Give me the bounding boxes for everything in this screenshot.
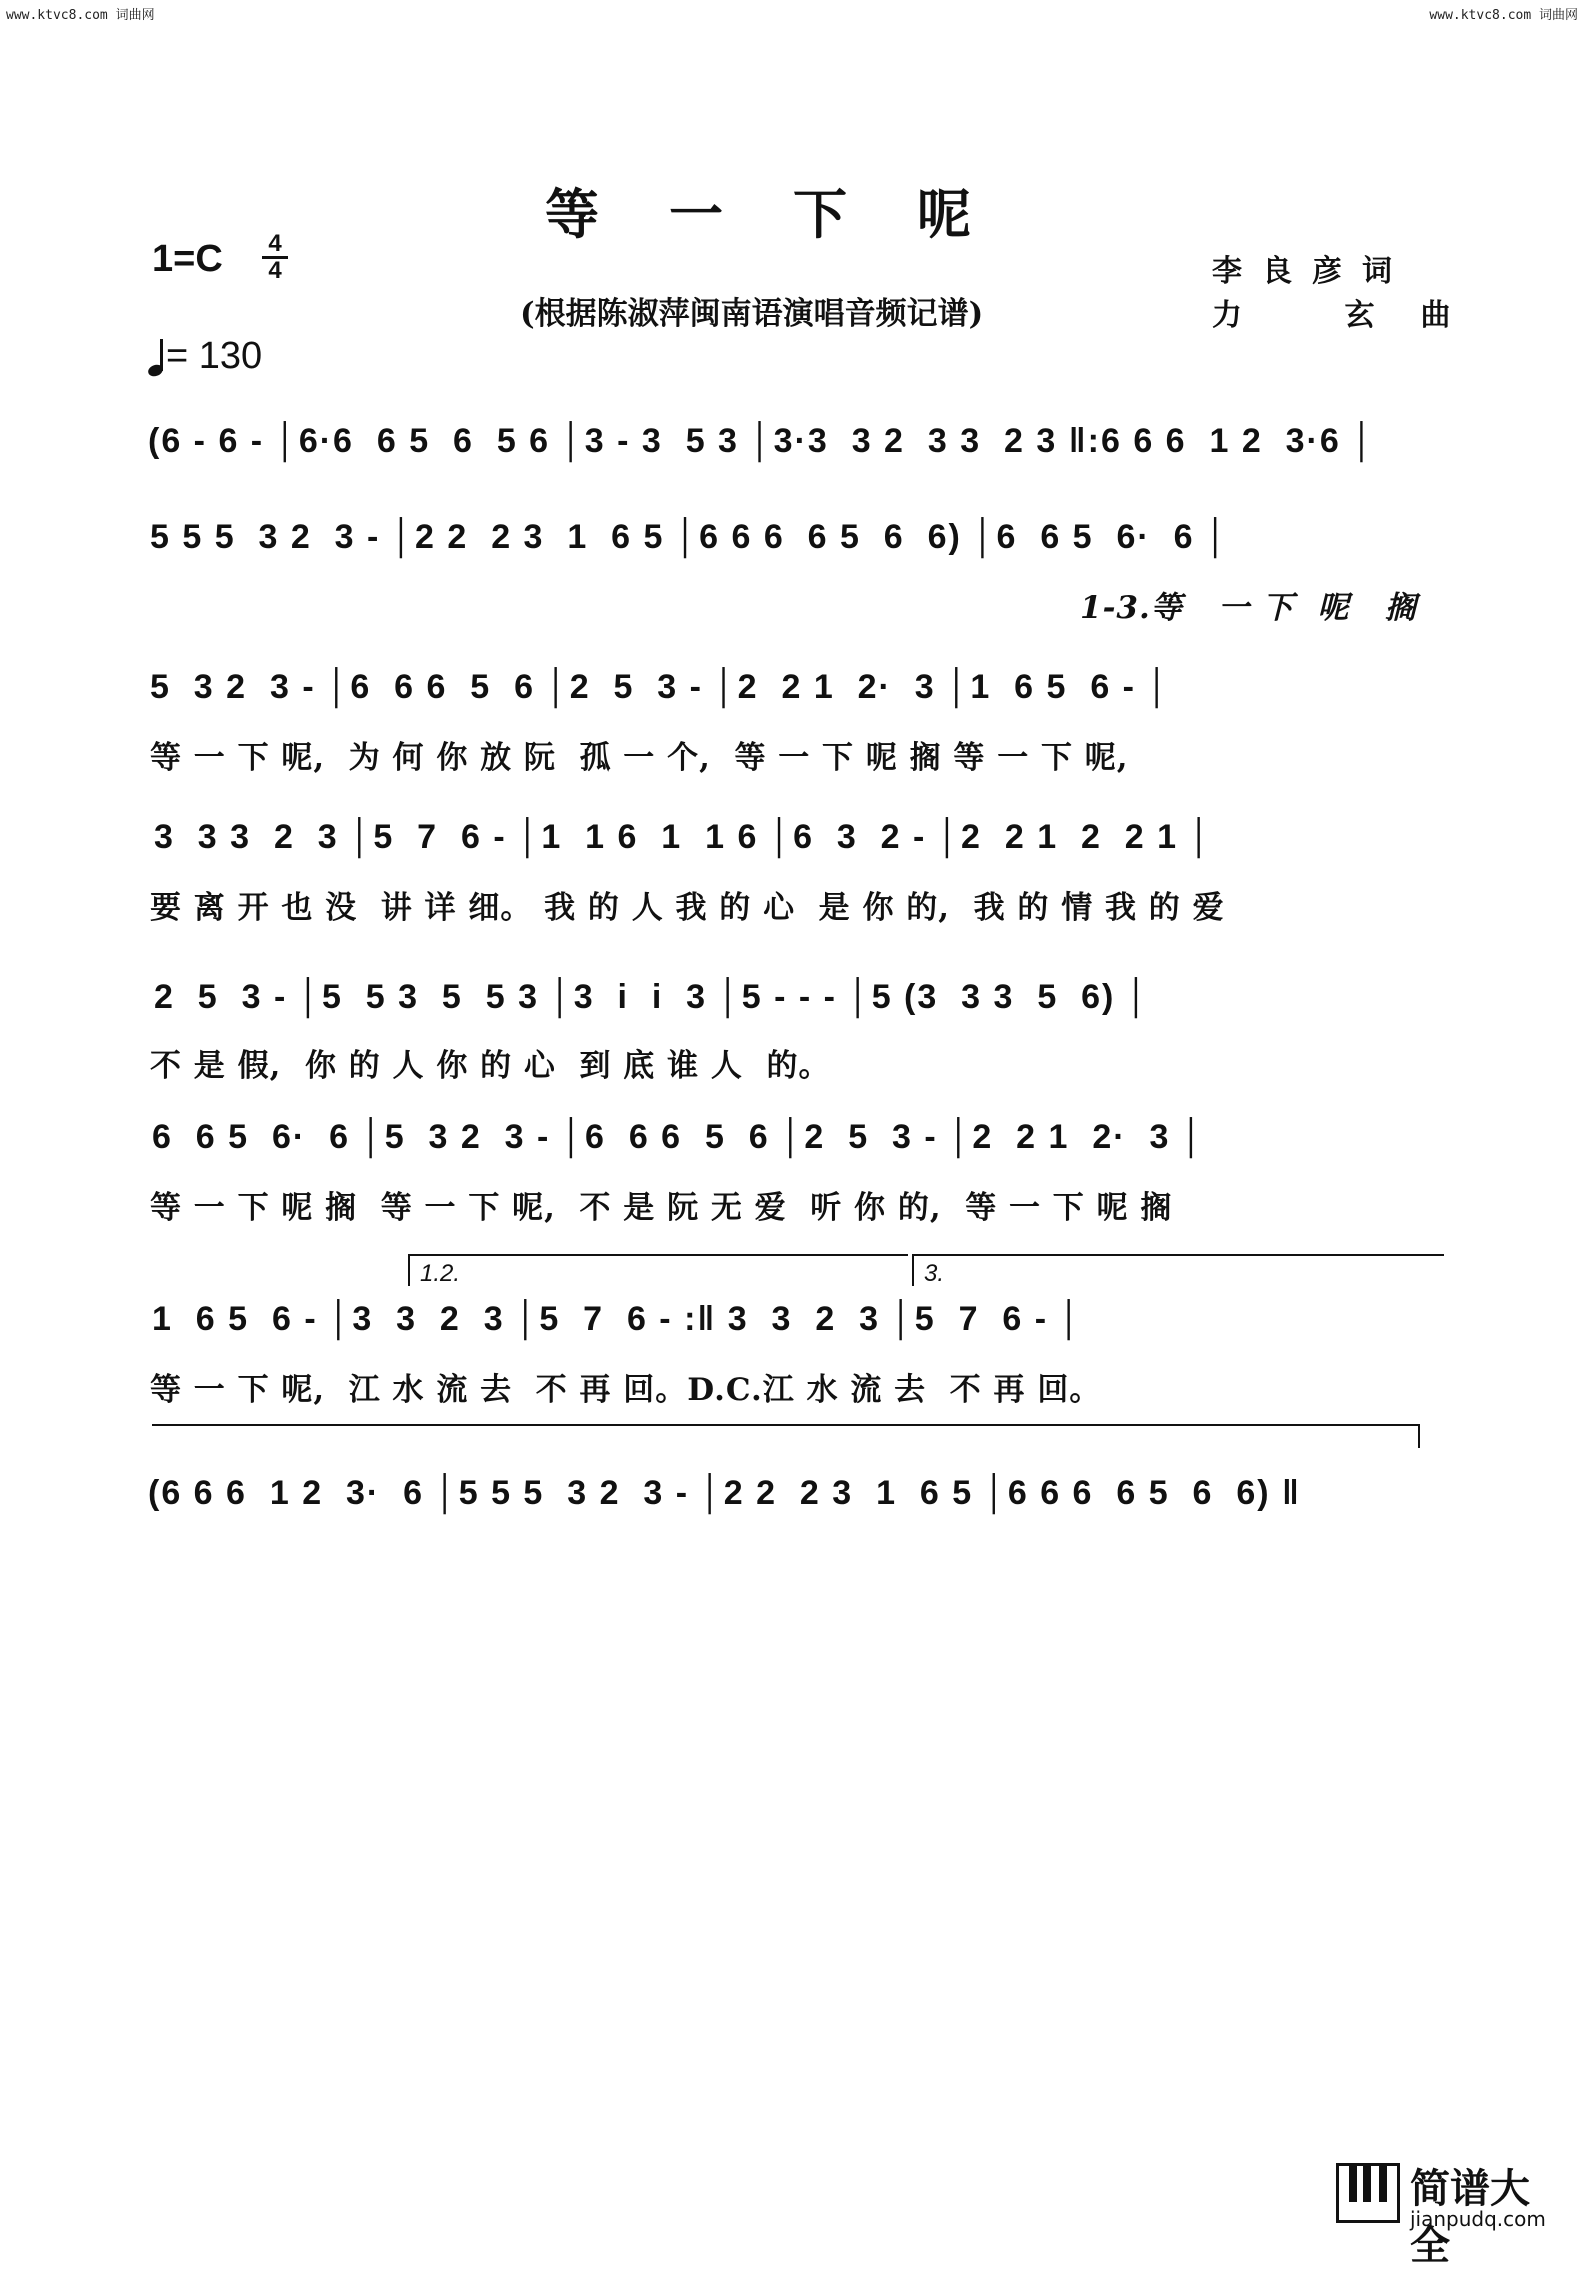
logo-url: jianpudq.com: [1410, 2207, 1546, 2231]
volta-first-ending: 1.2.: [408, 1254, 908, 1286]
notation-row-6: 6 6 5 6· 6 │5 3 2 3 - │6 6 6 5 6 │2 5 3 - │2 2 1 2· 3 │: [152, 1118, 1206, 1156]
song-title: 等一下呢: [545, 182, 1041, 246]
lyric-row-4: 要 离 开 也 没 讲 详 细。 我 的 人 我 的 心 是 你 的, 我 的 情 我 的 爱: [150, 890, 1225, 926]
watermark-right: www.ktvc8.com 词曲网: [1429, 8, 1578, 23]
time-sig-bottom: 4: [268, 257, 282, 284]
key-signature: 1=C: [152, 238, 223, 280]
notation-row-1: (6 - 6 - │6·6 6 5 6 5 6 │3 - 3 5 3 │3·3 3 2 3 3 2 3 ‖:6 6 6 1 2 3·6 │: [148, 422, 1376, 460]
volta-second-ending: 3.: [912, 1254, 1444, 1286]
subtitle: (根据陈淑萍闽南语演唱音频记谱): [520, 296, 984, 332]
coda-line: [152, 1424, 1420, 1426]
time-signature: [262, 232, 288, 283]
notation-row-4: 3 3 3 2 3 │5 7 6 - │1 1 6 1 1 6 │6 3 2 - │2 2 1 2 2 1 │: [154, 818, 1213, 856]
lyric-row-2: 1-3.等 一 下 呢 搁: [1080, 590, 1417, 626]
composer: 力 玄曲: [1212, 298, 1497, 333]
notation-row-5: 2 5 3 - │5 5 3 5 5 3 │3 i i 3 │5 - - - │5 (3 3 3 5 6) │: [154, 978, 1151, 1016]
piano-keys-icon: [1336, 2163, 1400, 2223]
tempo-mark: [148, 335, 262, 378]
notation-row-3: 5 3 2 3 - │6 6 6 5 6 │2 5 3 - │2 2 1 2· 3 │1 6 5 6 - │: [150, 668, 1171, 706]
lyric-row-7: 等 一 下 呢, 江 水 流 去 不 再 回。D.C.江 水 流 去 不 再 回。: [150, 1372, 1102, 1408]
lyric-row-6: 等 一 下 呢 搁 等 一 下 呢, 不 是 阮 无 爱 听 你 的, 等 一 下 呢 搁: [150, 1190, 1173, 1226]
time-sig-top: 4: [262, 232, 288, 259]
lyric-row-3: 等 一 下 呢, 为 何 你 放 阮 孤 一 个, 等 一 下 呢 搁 等 一 下 呢,: [150, 740, 1129, 776]
tempo-value: = 130: [166, 335, 263, 377]
coda-line-end: [1418, 1424, 1420, 1448]
lyric-row-5: 不 是 假, 你 的 人 你 的 心 到 底 谁 人 的。: [150, 1048, 831, 1084]
lyricist: 李良彦词: [1212, 254, 1412, 289]
watermark-left: www.ktvc8.com 词曲网: [6, 8, 155, 23]
notation-row-7: 1 6 5 6 - │3 3 2 3 │5 7 6 - :‖ 3 3 2 3 │5 7 6 - │: [152, 1300, 1083, 1338]
site-logo: [1336, 2157, 1566, 2269]
quarter-note-icon: [148, 338, 166, 378]
notation-row-8: (6 6 6 1 2 3· 6 │5 5 5 3 2 3 - │2 2 2 3 1 6 5 │6 6 6 6 5 6 6) ‖: [148, 1474, 1301, 1512]
notation-row-2: 5 5 5 3 2 3 - │2 2 2 3 1 6 5 │6 6 6 6 5 6 6) │6 6 5 6· 6 │: [150, 518, 1230, 556]
logo-name: 简谱大全: [1410, 2166, 1530, 2269]
